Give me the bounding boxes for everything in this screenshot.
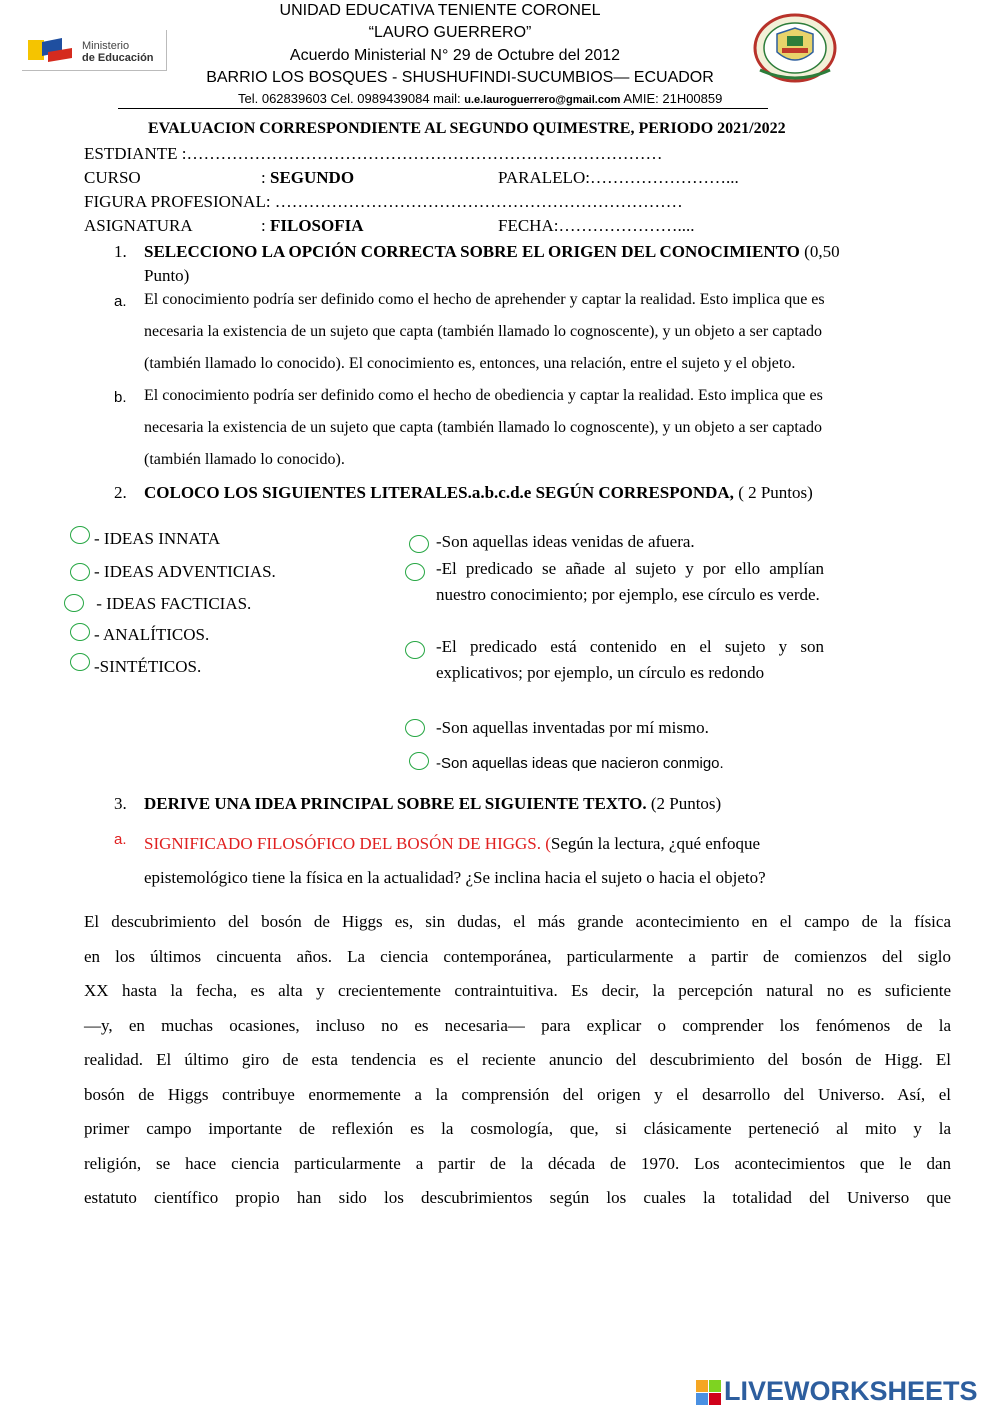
subject-value: FILOSOFIA <box>269 216 364 235</box>
question-3-prompt-line1: Según la lectura, ¿qué enfoque <box>550 834 761 853</box>
option-b-line: El conocimiento podría ser definido como el hecho de obediencia y captar la realidad. Esto implica que es <box>144 387 823 404</box>
reading-line: estatuto científico propio han sido los descubrimientos según los cuales la totalidad del Universo que <box>84 1188 951 1207</box>
course-value: SEGUNDO <box>269 168 355 187</box>
option-a-text[interactable] <box>144 284 944 380</box>
student-label: ESTDIANTE : <box>84 144 187 163</box>
question-3-topic: SIGNIFICADO FILOSÓFICO DEL BOSÓN DE HIGGS. ( <box>144 834 551 853</box>
question-3-number: 3. <box>114 794 127 813</box>
question-3-prompt <box>144 827 944 895</box>
question-2-points: ( 2 Puntos) <box>733 483 813 502</box>
school-contact <box>238 91 722 106</box>
right-item-1: -Son aquellas ideas venidas de afuera. <box>436 532 695 551</box>
left-item-1: - IDEAS INNATA <box>94 529 221 548</box>
student-field <box>84 144 662 164</box>
left-item-4: - ANALÍTICOS. <box>94 625 210 644</box>
reading-line: en los últimos cincuenta años. La ciencia contemporánea, particularmente a partir de comienzos del siglo <box>84 946 951 966</box>
course-label: CURSO <box>84 168 141 187</box>
school-name-line2: “LAURO GUERRERO” <box>368 24 532 41</box>
liveworksheets-wordmark: LIVEWORKSHEETS <box>724 1376 978 1406</box>
subject-value-field <box>261 216 364 236</box>
question-2-number: 2. <box>114 483 127 502</box>
reading-line: religión, se hace ciencia particularmente a partir de la década de 1970. Los acontecimientos que le dan <box>84 1153 951 1173</box>
question-3-sub-letter: a. <box>114 831 127 848</box>
answer-circle-left-5[interactable] <box>70 653 90 671</box>
contact-phones: Tel. 062839603 Cel. 0989439084 mail: <box>238 91 465 106</box>
ministry-name-line1: Ministerio <box>82 40 130 52</box>
question-3-points: (2 Puntos) <box>646 794 722 813</box>
subject-label: ASIGNATURA <box>84 216 193 235</box>
answer-circle-left-1[interactable] <box>70 526 90 544</box>
option-b-letter: b. <box>114 389 127 406</box>
reading-line: —y, en muchas ocasiones, incluso no es necesaria— para explicar o comprender los fenómenos de la <box>84 1015 951 1035</box>
answer-circle-right-3[interactable] <box>405 641 425 659</box>
question-1-points: (0,50 <box>799 242 840 261</box>
question-1-title: SELECCIONO LA OPCIÓN CORRECTA SOBRE EL ORIGEN DEL CONOCIMIENTO <box>144 242 800 261</box>
ministerial-agreement: Acuerdo Ministerial N° 29 de Octubre del 2012 <box>289 47 621 64</box>
question-1-number: 1. <box>114 242 127 261</box>
exam-title: EVALUACION CORRESPONDIENTE AL SEGUNDO QUIMESTRE, PERIODO 2021/2022 <box>148 120 786 137</box>
left-item-3: - IDEAS FACTICIAS. <box>92 594 252 613</box>
question-3-heading <box>144 792 934 816</box>
course-separator: : <box>261 168 270 187</box>
option-a-line: (también llamado lo conocido). El conocimiento es, entonces, una relación, entre el sujeto y el objeto. <box>144 355 796 372</box>
answer-circle-left-2[interactable] <box>70 563 90 581</box>
right-item-4: -Son aquellas inventadas por mí mismo. <box>436 718 709 737</box>
right-item-5: -Son aquellas ideas que nacieron conmigo. <box>436 755 724 772</box>
answer-circle-right-2[interactable] <box>405 563 425 581</box>
course-value-field <box>261 168 354 188</box>
subject-separator: : <box>261 216 270 235</box>
option-a-line: necesaria la existencia de un sujeto que capta (también llamado lo cognoscente), y un objeto a ser captado <box>144 323 822 340</box>
reading-line: primer campo importante de reflexión es la cosmología, que, si clásicamente perteneció al mito y la <box>84 1119 951 1138</box>
question-2-title: COLOCO LOS SIGUIENTES LITERALES.a.b.c.d.e SEGÚN CORRESPONDA, <box>144 483 734 502</box>
answer-circle-right-1[interactable] <box>409 535 429 553</box>
question-1-heading <box>144 240 924 288</box>
left-item-2: - IDEAS ADVENTICIAS. <box>94 562 276 581</box>
question-3-title: DERIVE UNA IDEA PRINCIPAL SOBRE EL SIGUIENTE TEXTO. <box>144 794 647 813</box>
option-b-line: necesaria la existencia de un sujeto que capta (también llamado lo cognoscente), y un objeto a ser captado <box>144 419 822 436</box>
liveworksheets-mark-icon <box>696 1380 722 1406</box>
school-address: BARRIO LOS BOSQUES - SHUSHUFINDI-SUCUMBIOS— ECUADOR <box>206 69 714 86</box>
answer-circle-right-5[interactable] <box>409 752 429 770</box>
ministry-name-line2: de Educación <box>82 52 154 64</box>
school-name-line1: UNIDAD EDUCATIVA TENIENTE CORONEL <box>279 2 601 19</box>
right-item-2: -El predicado se añade al sujeto y por ello amplían nuestro conocimiento; por ejemplo, ese círculo es verde. <box>436 559 824 604</box>
parallel-field: PARALELO:……………………... <box>498 168 739 187</box>
option-a-letter: a. <box>114 293 127 310</box>
right-item-3: -El predicado está contenido en el sujeto y son explicativos; por ejemplo, un círculo es redondo <box>436 637 824 682</box>
contact-email: u.e.lauroguerrero@gmail.com <box>464 94 621 106</box>
question-3-prompt-line2: epistemológico tiene la física en la actualidad? ¿Se inclina hacia el sujeto o hacia el objeto? <box>144 868 766 887</box>
header-divider <box>118 108 768 109</box>
option-a-line: El conocimiento podría ser definido como el hecho de aprehender y captar la realidad. Esto implica que es <box>144 291 825 308</box>
question-2-heading <box>144 481 934 505</box>
question-1-points-unit: Punto) <box>144 266 190 285</box>
answer-circle-left-4[interactable] <box>70 623 90 641</box>
reading-line: realidad. El último giro de esta tendencia es el reciente anuncio del descubrimiento del bosón de Higg. El <box>84 1050 951 1069</box>
option-b-line: (también llamado lo conocido). <box>144 451 345 468</box>
answer-circle-right-4[interactable] <box>405 719 425 737</box>
contact-amie: AMIE: 21H00859 <box>620 91 723 106</box>
profile-field: FIGURA PROFESIONAL: ……………………………………………………………… <box>84 192 683 211</box>
reading-passage <box>84 905 951 1216</box>
date-field: FECHA:………………….... <box>498 216 695 235</box>
reading-line: El descubrimiento del bosón de Higgs es, sin dudas, el más grande acontecimiento en el campo de la física <box>84 912 951 931</box>
student-blank: ………………………………………………………………………… <box>186 144 663 163</box>
reading-line: bosón de Higgs contribuye enormemente a la comprensión del origen y el desarrollo del Universo. Así, el <box>84 1084 951 1104</box>
answer-circle-left-3[interactable] <box>64 594 84 612</box>
reading-line: XX hasta la fecha, es alta y crecientemente contraintuitiva. Es decir, la percepción natural no es suficiente <box>84 981 951 1000</box>
left-item-5: -SINTÉTICOS. <box>94 657 202 676</box>
option-b-text[interactable] <box>144 380 944 476</box>
